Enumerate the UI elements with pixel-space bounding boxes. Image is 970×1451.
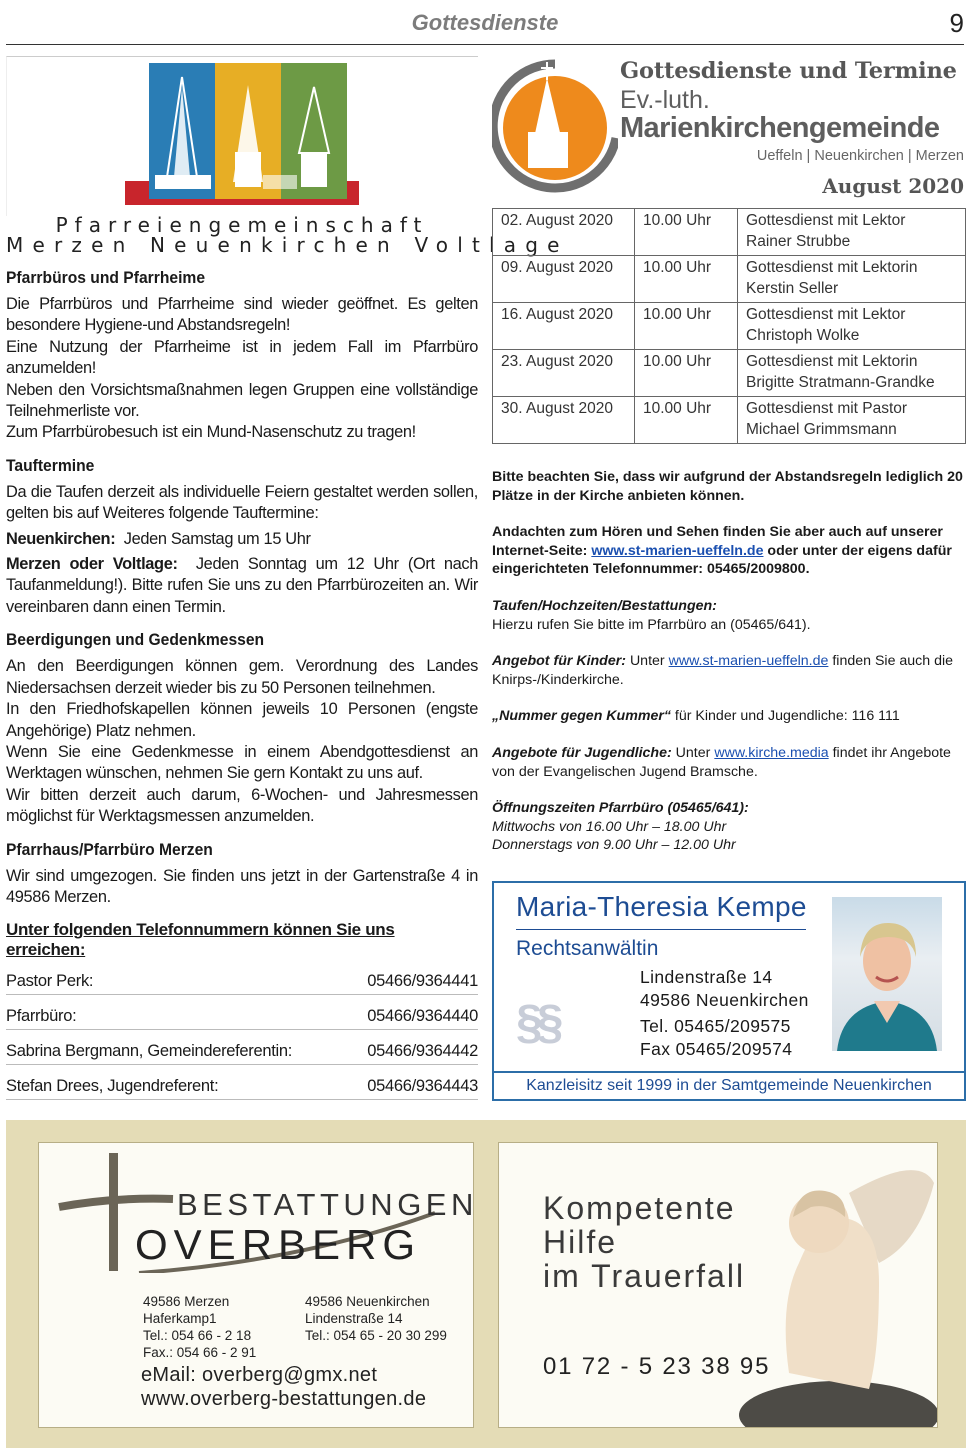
- date-cell: 16. August 2020: [493, 303, 635, 350]
- header-rule: [6, 44, 964, 45]
- address-line: Haferkamp1: [143, 1311, 217, 1326]
- notice-online: [492, 523, 966, 579]
- time-cell: 10.00 Uhr: [635, 303, 738, 350]
- phone-row: [6, 1030, 478, 1065]
- label: Angebote für Jugendliche:: [492, 744, 672, 761]
- value: Jeden Samstag um 15 Uhr: [123, 529, 311, 548]
- date-cell: 23. August 2020: [493, 350, 635, 397]
- lawyer-footer: Kanzleisitz seit 1999 in der Samtgemeinde Neuenkirchen: [494, 1071, 964, 1099]
- paragraph: Eine Nutzung der Pfarrheime ist in jedem Fall im Pfarrbüro anzumelden!: [6, 337, 478, 378]
- service-person: Christoph Wolke: [746, 326, 860, 344]
- service-type: Gottesdienst mit Lektorin: [746, 353, 918, 370]
- date-cell: 09. August 2020: [493, 256, 635, 303]
- parish-logo: [6, 56, 478, 216]
- schedule-month: August 2020: [822, 174, 964, 198]
- section-beerdigungen: [6, 630, 478, 827]
- phone: Tel. 05465/209575: [640, 1016, 791, 1036]
- address-line: Fax.: 054 66 - 2 91: [143, 1345, 257, 1360]
- value: Unter: [675, 744, 711, 761]
- funeral-address-neuenkirchen: [305, 1293, 447, 1344]
- table-row: [493, 209, 966, 256]
- value: Unter: [629, 653, 665, 670]
- value: findet ihr Angebote von der Evangelischen Jugend Bramsche.: [492, 744, 951, 780]
- street: Lindenstraße 14: [640, 967, 773, 987]
- time-cell: 10.00 Uhr: [635, 256, 738, 303]
- table-row: [493, 397, 966, 444]
- phone-name: Pfarrbüro:: [6, 1007, 77, 1026]
- section-heading: Tauftermine: [6, 455, 95, 475]
- label: Taufen/Hochzeiten/Bestattungen:: [492, 597, 717, 614]
- service-cell: [738, 209, 966, 256]
- phone-number: 05466/9364443: [367, 1077, 478, 1096]
- funeral-ad: [6, 1120, 966, 1448]
- hours-line: Donnerstags von 9.00 Uhr – 12.00 Uhr: [492, 837, 736, 854]
- date-cell: 02. August 2020: [493, 209, 635, 256]
- church-name: Marienkirchengemeinde: [620, 112, 940, 144]
- divider: [516, 929, 806, 930]
- church-website-link[interactable]: www.st-marien-ueffeln.de: [591, 542, 764, 559]
- section-tauftermine: [6, 456, 478, 618]
- funeral-contact-box: [38, 1142, 478, 1428]
- notice-distance: Bitte beachten Sie, dass wir aufgrund der Abstandsregeln lediglich 20 Plätze in der Kirche anbieten können.: [492, 469, 963, 504]
- angel-statue-icon: [729, 1153, 938, 1428]
- funeral-website[interactable]: www.overberg-bestattungen.de: [141, 1388, 427, 1410]
- notice-kinder: [492, 652, 966, 689]
- church-title: Gottesdienste und Termine: [620, 58, 957, 84]
- city: 49586 Neuenkirchen: [640, 989, 809, 1010]
- service-type: Gottesdienst mit Lektor: [746, 212, 906, 229]
- jugend-link[interactable]: www.kirche.media: [714, 744, 829, 761]
- paragraph: An den Beerdigungen können gem. Verordnung des Landes Niedersachsen derzeit wieder bis zu 50 Personen teilnehmen.: [6, 657, 478, 697]
- service-person: Brigitte Stratmann-Grandke: [746, 373, 935, 391]
- slogan-line: Kompetente: [543, 1190, 736, 1226]
- label: Angebot für Kinder:: [492, 653, 626, 670]
- service-cell: [738, 350, 966, 397]
- time-cell: 10.00 Uhr: [635, 350, 738, 397]
- fax: Fax 05465/209574: [640, 1038, 793, 1059]
- funeral-slogan: [543, 1191, 745, 1293]
- service-type: Gottesdienst mit Pastor: [746, 400, 908, 417]
- lawyer-ad: [492, 881, 966, 1101]
- value: Hierzu rufen Sie bitte im Pfarrbüro an (05465/641).: [492, 616, 811, 633]
- paragraph: Da die Taufen derzeit als individuelle Feiern gestaltet werden sollen, gelten bis auf Weiteres folgende Tauftermine:: [6, 482, 478, 523]
- funeral-slogan-box: [498, 1142, 938, 1428]
- address-line: 49586 Merzen: [143, 1294, 230, 1309]
- funeral-contact-online: [141, 1363, 426, 1411]
- service-person: Rainer Strubbe: [746, 232, 851, 250]
- lawyer-name: Maria-Theresia Kempe: [516, 891, 807, 922]
- hours-line: Mittwochs von 16.00 Uhr – 18.00 Uhr: [492, 818, 727, 835]
- label: Öffnungszeiten Pfarrbüro (05465/641):: [492, 800, 749, 817]
- right-column: [492, 56, 966, 876]
- notice-text: Andachten zum Hören und Sehen finden Sie aber auch auf unserer Internet-Seite:: [492, 524, 943, 559]
- church-places: Ueffeln | Neuenkirchen | Merzen: [756, 148, 964, 164]
- address-line: Tel.: 054 65 - 20 30 299: [305, 1328, 447, 1343]
- label: Merzen oder Voltlage:: [6, 555, 178, 574]
- paragraph: Wir bitten derzeit auch darum, 6-Wochen- und Jahresmessen möglichst für Werktagsmessen anzumelden.: [6, 785, 478, 826]
- section-title: Gottesdienste: [411, 10, 559, 35]
- label: „Nummer gegen Kummer“: [492, 708, 671, 725]
- kinder-link[interactable]: www.st-marien-ueffeln.de: [668, 653, 829, 670]
- section-heading: Pfarrbüros und Pfarrheime: [6, 268, 206, 287]
- church-ev: Ev.-luth.: [620, 86, 710, 114]
- service-schedule-table: [492, 208, 966, 444]
- slogan-line: im Trauerfall: [543, 1258, 746, 1294]
- paragraph: Wenn Sie eine Gedenkmesse in einem Abendgottesdienst an Werktagen wünschen, nehmen Sie gern Kontakt zu uns auf.: [6, 742, 478, 783]
- page-number: 9: [949, 8, 964, 38]
- lawyer-address: [640, 966, 809, 1060]
- notice-taufen: [492, 597, 966, 634]
- phone-row: [6, 960, 478, 995]
- slogan-line: Hilfe: [543, 1224, 618, 1260]
- value: für Kinder und Jugendliche: 116 111: [674, 708, 900, 725]
- phone-name: Sabrina Bergmann, Gemeindereferentin:: [6, 1042, 293, 1061]
- funeral-line1: BESTATTUNGEN: [177, 1187, 478, 1222]
- address-line: 49586 Neuenkirchen: [305, 1294, 430, 1309]
- phone-heading: Unter folgenden Telefonnummern können Sie uns erreichen:: [6, 920, 395, 960]
- paragraph: Neben den Vorsichtsmaßnahmen legen Gruppen eine vollständige Teilnehmerliste vor.: [6, 380, 478, 421]
- phone-number: 05466/9364440: [367, 1007, 478, 1026]
- notice-text: oder unter der eigens dafür eingerichteten Telefonnummer: 05465/2009800.: [492, 542, 952, 578]
- time-cell: 10.00 Uhr: [635, 397, 738, 444]
- phone-row: [6, 1065, 478, 1100]
- paragraph: Wir sind umgezogen. Sie finden uns jetzt in der Gartenstraße 4 in 49586 Merzen.: [6, 866, 478, 906]
- phone-number: 05466/9364442: [367, 1042, 478, 1061]
- paragraph: In den Friedhofskapellen können jeweils 10 Personen (engste Angehörige) Platz nehmen.: [6, 700, 478, 740]
- table-row: [493, 350, 966, 397]
- lawyer-portrait: [832, 897, 942, 1051]
- church-circle-logo-icon: [492, 56, 618, 196]
- paragraph: Zum Pfarrbürobesuch ist ein Mund-Nasenschutz zu tragen!: [6, 423, 416, 442]
- paragraph: Die Pfarrbüros und Pfarrheime sind wieder geöffnet. Es gelten besondere Hygiene-und Abstandsregeln!: [6, 295, 478, 335]
- service-person: Michael Grimmsmann: [746, 420, 897, 438]
- notice-jugend: [492, 744, 966, 781]
- table-row: [493, 303, 966, 350]
- phone-number: 05466/9364441: [367, 972, 478, 991]
- funeral-line2: OVERBERG: [135, 1221, 422, 1268]
- church-towers-icon: [7, 57, 479, 207]
- lawyer-title: Rechtsanwältin: [516, 937, 659, 960]
- date-cell: 30. August 2020: [493, 397, 635, 444]
- service-type: Gottesdienst mit Lektorin: [746, 259, 918, 276]
- funeral-address-merzen: [143, 1293, 256, 1361]
- phone-name: Pastor Perk:: [6, 972, 94, 991]
- paragraph-symbol-icon: §§: [516, 996, 558, 1049]
- section-pfarrhaus: [6, 840, 478, 909]
- value: Jeden Sonntag um 12 Uhr (Ort nach Taufanmeldung!). Bitte rufen Sie uns zu den Pfarrbürozeiten an. Wir vereinbaren dann einen Termin.: [6, 555, 478, 616]
- phone-name: Stefan Drees, Jugendreferent:: [6, 1077, 219, 1096]
- church-notes: [492, 468, 966, 855]
- parish-name-line1: Pfarreiengemeinschaft: [55, 213, 429, 237]
- address-line: Tel.: 054 66 - 2 18: [143, 1328, 252, 1343]
- funeral-email[interactable]: eMail: overberg@gmx.net: [141, 1364, 378, 1386]
- address-line: Lindenstraße 14: [305, 1311, 403, 1326]
- service-cell: [738, 256, 966, 303]
- service-cell: [738, 397, 966, 444]
- service-person: Kerstin Seller: [746, 279, 839, 297]
- phone-row: [6, 995, 478, 1030]
- value: finden Sie auch die Knirps-/Kinderkirche.: [492, 653, 954, 688]
- notice-hours: [492, 799, 966, 855]
- section-heading: Beerdigungen und Gedenkmessen: [6, 630, 265, 650]
- funeral-mobile: 01 72 - 5 23 38 95: [543, 1353, 771, 1380]
- section-pfarrbueros: [6, 268, 478, 444]
- table-row: [493, 256, 966, 303]
- time-cell: 10.00 Uhr: [635, 209, 738, 256]
- parish-name-line2: Merzen Neuenkirchen Voltlage: [6, 233, 569, 257]
- service-type: Gottesdienst mit Lektor: [746, 306, 906, 323]
- label: Neuenkirchen:: [6, 529, 116, 548]
- section-heading: Pfarrhaus/Pfarrbüro Merzen: [6, 839, 213, 859]
- notice-kummer: [492, 707, 966, 726]
- service-cell: [738, 303, 966, 350]
